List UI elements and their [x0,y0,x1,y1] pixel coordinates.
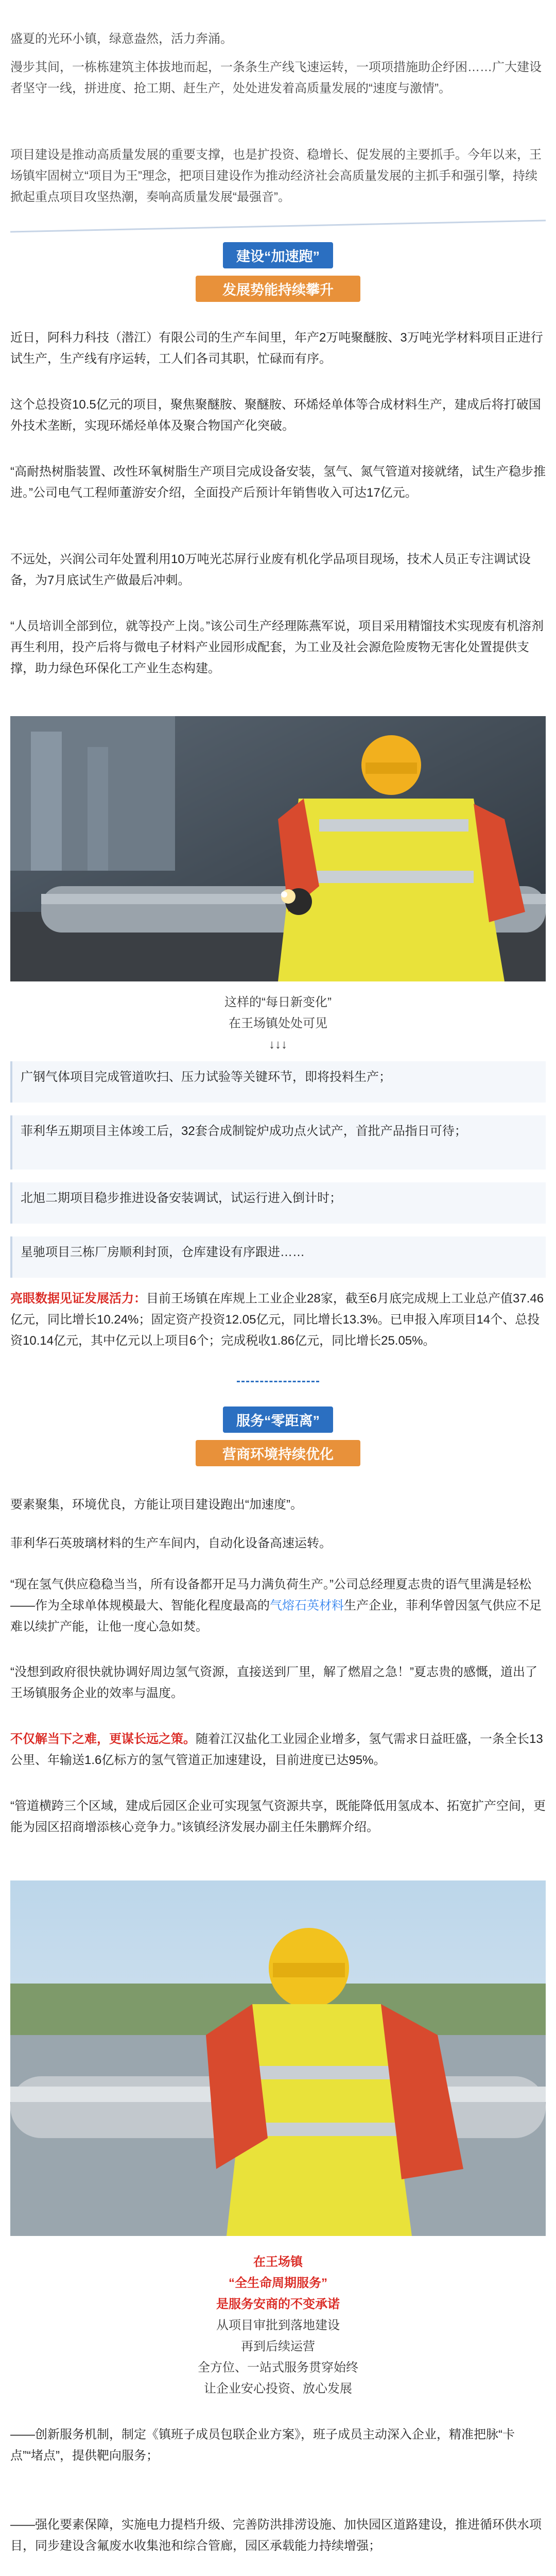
section2-badge [175,1406,381,1466]
s1-para-3: “高耐热树脂装置、改性环氧树脂生产项目完成设备安装，氢气、氮气管道对接就绪，试生产稳步推进。”公司电气工程师董游安介绍，全面投产后预计年销售收入可达17亿元。 [10,465,546,500]
s2-para-3-highlight: 气熔石英材料 [270,1599,344,1613]
s2-para-7: ——创新服务机制，制定《镇班子成员包联企业方案》，班子成员主动深入企业，精准把脉“卡点”“堵点”，提供靶向服务； [10,2428,515,2463]
stats-label: 亮眼数据见证发展活力： [10,1292,146,1306]
motto-line-3: 是服务安商的不变承诺 [216,2297,340,2311]
motto-block [0,2251,556,2399]
caption-block [0,992,556,1055]
intro-line-1: 盛夏的光环小镇，绿意盎然，活力奔涌。 [10,32,233,46]
s2-para-2: 菲利华石英玻璃材料的生产车间内，自动化设备高速运转。 [10,1536,332,1550]
s2-para-3 [10,1574,546,1637]
motto-line-7: 让企业安心投资、放心发展 [204,2382,352,2396]
project-card-1: 广钢气体项目完成管道吹扫、压力试验等关键环节，即将投料生产； [10,1061,546,1103]
stats-text: 目前王场镇在库规上工业企业28家，截至6月底完成规上工业总产值37.46亿元，同比增长10.24%；固定资产投资12.05亿元，同比增长13.3%。已申报入库项目14个、总投资10.14亿元，其中亿元以上项目6个；完成税收1.86亿元，同比增长25.05%。 [10,1292,544,1348]
s2-para-8: ——强化要素保障，实施电力提档升级、完善防洪排涝设施、加快园区道路建设，推进循环供水项目，同步建设含氟废水收集池和综合管廊，园区承载能力持续增强； [10,2518,542,2553]
motto-line-1: 在王场镇 [253,2255,303,2269]
section2-badge-top: 服务“零距离” [223,1406,333,1433]
section1-badge-top: 建设“加速跑” [223,242,333,268]
s2-para-4: “没想到政府很快就协调好周边氢气资源，直接送到厂里，解了燃眉之急！”夏志贵的感慨，道出了王场镇服务企业的效率与温度。 [10,1665,537,1700]
welding-worker-photo [10,716,546,981]
s1-para-4: 不远处，兴润公司年处置利用10万吨光芯屏行业废有机化学品项目现场，技术人员正专注调试设备，为7月底试生产做最后冲刺。 [10,552,531,587]
s2-para-3c: 生产企业，菲利华曾因氢气供应不足难以续扩产能，让他一度心急如焚。 [10,1599,542,1634]
s1-para-5: “人员培训全部到位，就等投产上岗。”该公司生产经理陈燕军说，项目采用精馏技术实现废有机溶剂再生利用，投产后将与微电子材料产业园形成配套，为工业及社会源危险废物无害化处置提供支撑，助力绿色环保化工产业生态构建。 [10,619,544,675]
dashed-divider [237,1381,319,1382]
s1-stats [10,1288,546,1351]
project-card-3: 北旭二期项目稳步推进设备安装调试，试运行进入倒计时； [10,1182,546,1224]
pipeline-worker-photo [10,1880,546,2236]
s2-para-3a: “现在氢气供应稳稳当当，所有设备都开足马力满负荷生产。”公司总经理夏志贵的语气里满是轻松——作为全球单体规模最大、智能化程度最高的 [10,1578,531,1613]
caption-line-1: 这样的“每日新变化” [224,995,332,1009]
s2-para-5 [10,1728,546,1771]
s1-para-2: 这个总投资10.5亿元的项目，聚焦聚醚胺、聚醚胺、环烯烃单体等合成材料生产，建成后将打破国外技术垄断，实现环烯烃单体及聚合物国产化突破。 [10,398,541,433]
s2-para-1: 要素聚集，环境优良，方能让项目建设跑出“加速度”。 [10,1498,303,1512]
caption-line-2: 在王场镇处处可见 [229,1016,327,1030]
caption-arrows: ↓↓↓ [269,1038,287,1052]
s1-para-1: 近日，阿科力科技（潜江）有限公司的生产车间里，年产2万吨聚醚胺、3万吨光学材料项目正进行试生产，生产线有序运转，工人们各司其职，忙碌而有序。 [10,331,543,366]
s2-para-6: “管道横跨三个区域，建成后园区企业可实现氢气资源共享，既能降低用氢成本、拓宽扩产空间，更能为园区招商增添核心竞争力。”该镇经济发展办副主任朱鹏辉介绍。 [10,1799,546,1834]
motto-line-6: 全方位、一站式服务贯穿始终 [198,2361,358,2375]
motto-line-5: 再到后续运营 [241,2340,315,2353]
s2-para-5-label: 不仅解当下之难，更谋长远之策。 [10,1732,196,1746]
project-card-2: 菲利华五期项目主体竣工后，32套合成制锭炉成功点火试产，首批产品指日可待； [10,1115,546,1170]
s2-para-5-text: 随着江汉盐化工业园企业增多，氢气需求日益旺盛，一条全长13公里、年输送1.6亿标方的氢气管道正加速建设，目前进度已达95%。 [10,1732,543,1767]
section1-badge [175,242,381,302]
intro-paragraph-3: 项目建设是推动高质量发展的重要支撑，也是扩投资、稳增长、促发展的主要抓手。今年以来，王场镇牢固树立“项目为王”理念，把项目建设作为推动经济社会高质量发展的主抓手和强引擎，持续掀起重点项目攻坚热潮，奏响高质量发展“最强音”。 [10,148,542,204]
divider-stroke [10,216,546,237]
project-card-4: 星驰项目三栋厂房顺利封顶，仓库建设有序跟进…… [10,1236,546,1278]
intro-paragraph-2: 漫步其间，一栋栋建筑主体拔地而起，一条条生产线飞速运转，一项项措施助企纾困……广大建设者坚守一线，拼进度、抢工期、赶生产，处处进发着高质量发展的“速度与激情”。 [10,60,542,95]
motto-line-2: “全生命周期服务” [229,2276,327,2290]
section1-badge-bottom: 发展势能持续攀升 [196,276,360,302]
section2-badge-bottom: 营商环境持续优化 [196,1440,360,1466]
motto-line-4: 从项目审批到落地建设 [216,2318,340,2332]
